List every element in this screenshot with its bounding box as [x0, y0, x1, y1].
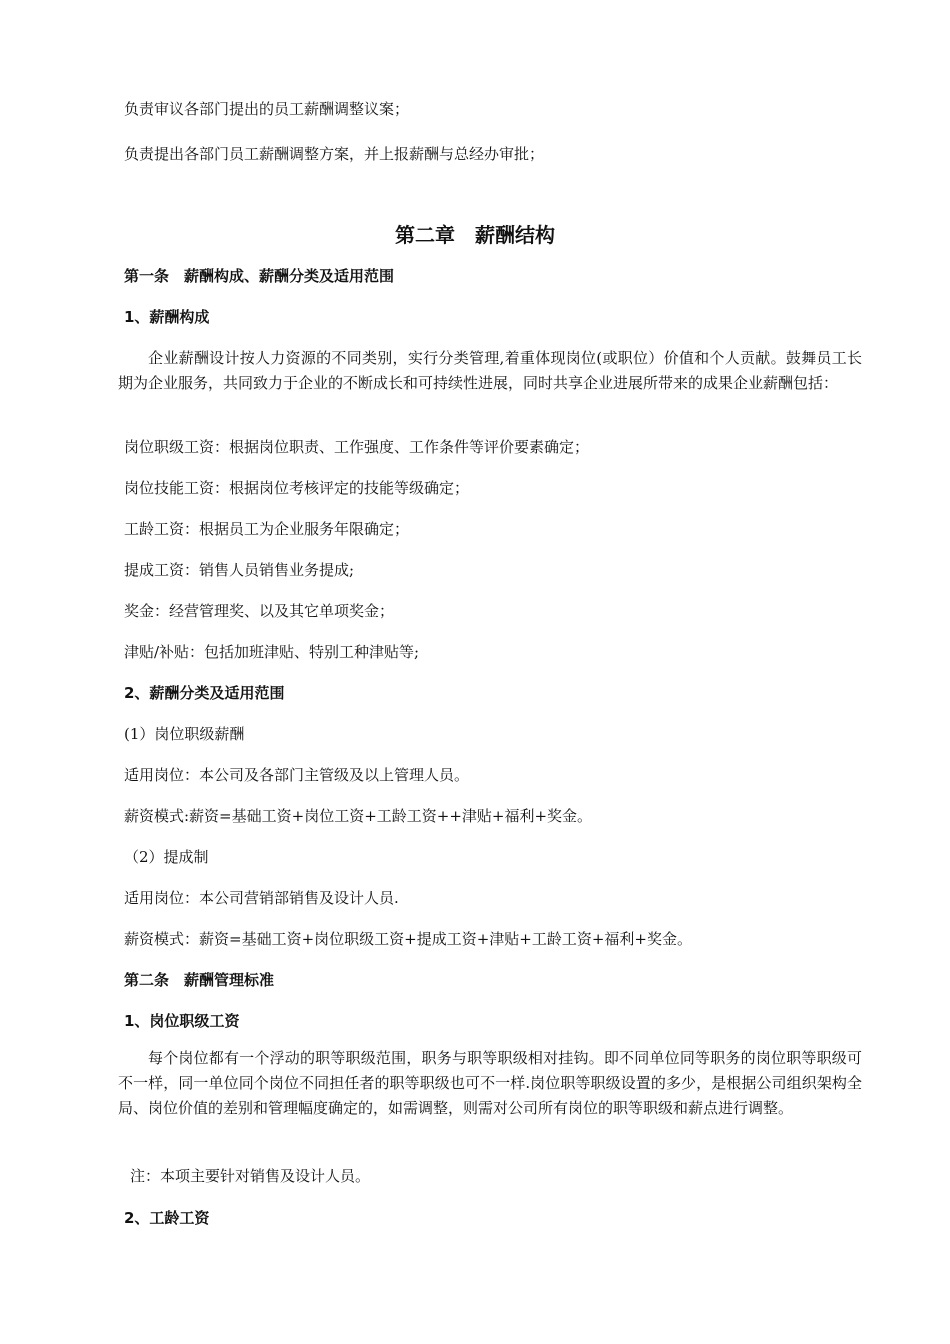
section-1-heading: 1、薪酬构成 [124, 308, 210, 326]
category-1-formula: 薪资模式:薪资=基础工资+岗位工资+工龄工资++津贴+福利+奖金。 [124, 807, 593, 825]
composition-item-4: 提成工资：销售人员销售业务提成; [124, 561, 355, 579]
duty-line-2: 负责提出各部门员工薪酬调整方案，并上报薪酬与总经办审批； [124, 145, 545, 163]
category-1-scope: 适用岗位：本公司及各部门主管级及以上管理人员。 [124, 766, 470, 784]
category-2-formula: 薪资模式：薪资=基础工资+岗位职级工资+提成工资+津贴+工龄工资+福利+奖金。 [124, 930, 692, 948]
section-2-heading: 2、薪酬分类及适用范围 [124, 684, 285, 702]
composition-item-1: 岗位职级工资：根据岗位职责、工作强度、工作条件等评价要素确定； [124, 438, 590, 456]
category-2-scope: 适用岗位：本公司营销部销售及设计人员. [124, 889, 399, 907]
composition-item-3: 工龄工资：根据员工为企业服务年限确定； [124, 520, 410, 538]
note-line: 注：本项主要针对销售及设计人员。 [130, 1167, 371, 1185]
duty-line-1: 负责审议各部门提出的员工薪酬调整议案； [124, 100, 410, 118]
chapter-title: 第二章 薪酬结构 [395, 223, 555, 247]
category-1-title: (1）岗位职级薪酬 [124, 725, 245, 743]
category-2-title: （2）提成制 [124, 848, 209, 866]
composition-item-6: 津贴/补贴：包括加班津贴、特别工种津贴等; [124, 643, 420, 661]
composition-item-5: 奖金：经营管理奖、以及其它单项奖金； [124, 602, 395, 620]
article-2-heading: 第二条 薪酬管理标准 [124, 971, 275, 989]
salary-composition-paragraph: 企业薪酬设计按人力资源的不同类别，实行分类管理,着重体现岗位(或职位）价值和个人贡献。鼓舞员工长期为企业服务，共同致力于企业的不断成长和可持续性进展，同时共享企业进展所带来的成果企业薪酬包括： [118, 349, 862, 392]
section-3-heading: 1、岗位职级工资 [124, 1012, 240, 1030]
section-4-heading: 2、工龄工资 [124, 1209, 210, 1227]
article-1-heading: 第一条 薪酬构成、薪酬分类及适用范围 [124, 267, 395, 285]
composition-item-2: 岗位技能工资：根据岗位考核评定的技能等级确定； [124, 479, 470, 497]
position-grade-paragraph: 每个岗位都有一个浮动的职等职级范围，职务与职等职级相对挂钩。即不同单位同等职务的岗位职等职级可不一样，同一单位同个岗位不同担任者的职等职级也可不一样.岗位职等职级设置的多少，是根据公司组织架构全局、岗位价值的差别和管理幅度确定的，如需调整，则需对公司所有岗位的职等职级和薪点进行调整。 [118, 1049, 862, 1117]
